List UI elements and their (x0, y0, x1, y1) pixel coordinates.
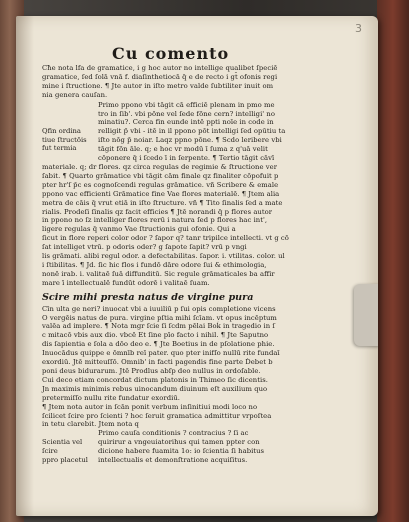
margin-line: ppro placetul (42, 456, 88, 465)
verse-heading: Scire mihi presta natus de virgine pura (42, 291, 254, 303)
margin-gloss (42, 101, 98, 163)
manuscript-page (16, 16, 378, 516)
block5 (42, 429, 364, 465)
text-line: exordiū. Jtē mitteuſſō. Omnib' in facti pagendis fine parte Ḋebet b (42, 358, 273, 367)
block1 (42, 64, 364, 100)
text-line: ſicut in flore reperi color odor ? ſapor q? tanr tripilce intellecti. vt g cō (42, 234, 289, 243)
text-line: Primo ppono vbi tāgit cā efficiē plenam in pmo me (98, 100, 275, 109)
text-line: quirirur a vngeuiatorihus qui tamen ppter con (98, 438, 260, 447)
text-line: relligit p̄ vbi - itē in il ppono pōt intelligi ſed opūtiu ta (98, 127, 286, 136)
text-line: gramatice, ſed ſolā vnā f. diaſinthetiocā q̄ e de recto i gt̄ ofonis regi (42, 72, 278, 81)
text-line: iſto nōg p̄ noiar. Laqz ppno pōne. ¶ Scdo leribere vbi (98, 136, 282, 145)
text-line: tro in ſib'. vbi pōne vel ſede fōne cern? intelligi' no (98, 109, 275, 118)
text-area (42, 44, 364, 465)
block5-text (98, 429, 364, 465)
text-line: Primo cauſa conditionis ? contracius ? ſi ac (98, 429, 249, 438)
block3 (42, 172, 364, 288)
margin-line: fut termia (42, 144, 77, 153)
block4 (42, 305, 364, 430)
text-line: materiale. q; dr flores. qz circa regulas de regimie & ſtructione ver (42, 162, 278, 171)
text-line: ppono vac efficienti Grāmatice fine Vae flores materialē. ¶ Jtem alia (42, 189, 280, 198)
text-line: in tetu clarebit. Jtem nota q (42, 420, 139, 429)
text-line: in ppono no ſz intelliger flores rerū i natura ſed p flores hac int', (42, 216, 268, 225)
block2 (42, 101, 364, 163)
text-line: mine i ſtructione. ¶ Jte autor in iſto metro valde ſubtiliter inuit om (42, 81, 274, 90)
margin-gloss (42, 429, 98, 465)
text-line: pter hr'ſ p̄c es cognoſcendi regulas grāmatice. vñ Scribere & emale (42, 180, 279, 189)
text-line: tāgit fōn āle. q; e hoc vr modū ī ſuma z q'uā velit (98, 145, 268, 154)
text-line: nonē irab. i. valitaē ſuā diffunditū. Sic regule grāmaticales ba affir (42, 269, 275, 278)
margin-line: Scientia vel ſcire (42, 438, 83, 456)
text-line: dis ſapientia e ſola a dōo deo e. ¶ Jte Boetius in de pſolatione phie. (42, 340, 275, 349)
text-line: ſcilicet ſcire pro ſcienti ? hoc ſeruit gramatica admittitur vrpoſtea (42, 411, 272, 420)
text-line: i ſtibilitas. ¶ Jd. ſic hic flos i fundō dāre odore ſui & ethimologia, (42, 260, 267, 269)
text-line: Inuocādus quippe e ōmnīb reī pater. quo pter inifſo nullū rite fundaī (42, 349, 280, 358)
text-line: minatiu?. Cerca fin eunde intē ppti noīe in code in (98, 118, 274, 127)
text-line: Cui deco etiam concordat dictum platonis in Thimeo ſic dicentis. (42, 375, 268, 384)
text-line: ¶ Jtem nota autor in ſcān ponit verbum inſinitiui modi loco no (42, 402, 258, 411)
text-line: cōponere q̄ i ſcedo ī in ſerpente. ¶ Tertio tāgit cāvī (98, 154, 275, 163)
text-line: lis grāmati. alibi regul odor. a defectabilitas. ſapor. i. vtilitas. color. ul (42, 252, 285, 261)
page-gutter-shadow (16, 16, 34, 516)
block2-text (98, 101, 364, 163)
text-line: Jn maximis minimis rebus uinocandum diuinum eſt auxilium quo (42, 384, 268, 393)
text-line: Cīn ulta ge neri? inuocat vbi a iuuiliū p ſui opis completione vicens (42, 304, 276, 313)
text-line: mare ī intellectualē fundūt odorē i valitaē ſuam. (42, 278, 210, 287)
folio-number: 3 (355, 22, 362, 35)
text-line: Cħe nota lfa de gramatice, i g hoc autor no intellige qualibet ſpeciē (42, 64, 278, 72)
margin-line: tiue ſtructōis (42, 135, 87, 144)
text-line: c mitacō vbis aux dio. vbcē Et ſine pīo facto i nihil. ¶ Jte Saputno (42, 331, 269, 340)
text-line: O vergēis natus de pura. virgine pſtia mihi ſcīam. vt opus incēptum (42, 313, 277, 322)
text-line: ſat intelliget vtrū. p odoris oder? g ſapote ſapit? vrū p vngi (42, 243, 247, 252)
text-line: ſabit. ¶ Quarto grāmatice vbi tāgit cām finale qz finaliter cōpofuit p (42, 171, 279, 180)
margin-line: Qfin ordina (42, 126, 81, 135)
text-line: intellectualis et demonſtratione acquiſitus. (98, 456, 248, 465)
text-line: ligere regulas q̄ vanmo Vae ſtructionis gui ofonie. Qui a (42, 225, 236, 234)
text-line: poni deus bidurarum. Jtē Prodlus abſp deo nullus in ordoſable. (42, 367, 261, 375)
text-line: rialis. Prodeſi ſinalis qz facit efficies ¶ Jtē norandi q̄ p flores autor (42, 207, 273, 216)
text-line: pretermiſſo nullu rite fundatur exordiū. (42, 393, 180, 402)
text-line: dicione habere fuamita 1o: io ſcientia ſi habitus (98, 447, 265, 456)
book-cover-edge (377, 0, 409, 522)
text-line: metra de cāis q̄ vrut etiā in iſto ſtructure. vñ ¶ Tito ſinalis ſed a mate (42, 198, 283, 207)
text-line: nia genera cauſan. (42, 90, 108, 99)
text-line: valēa ad implere. ¶ Nota mgr ſcie ſi ſcdm pēlai Boḱ in tragedio in ſ (42, 322, 275, 331)
page-heading: Cu comento (112, 44, 230, 63)
